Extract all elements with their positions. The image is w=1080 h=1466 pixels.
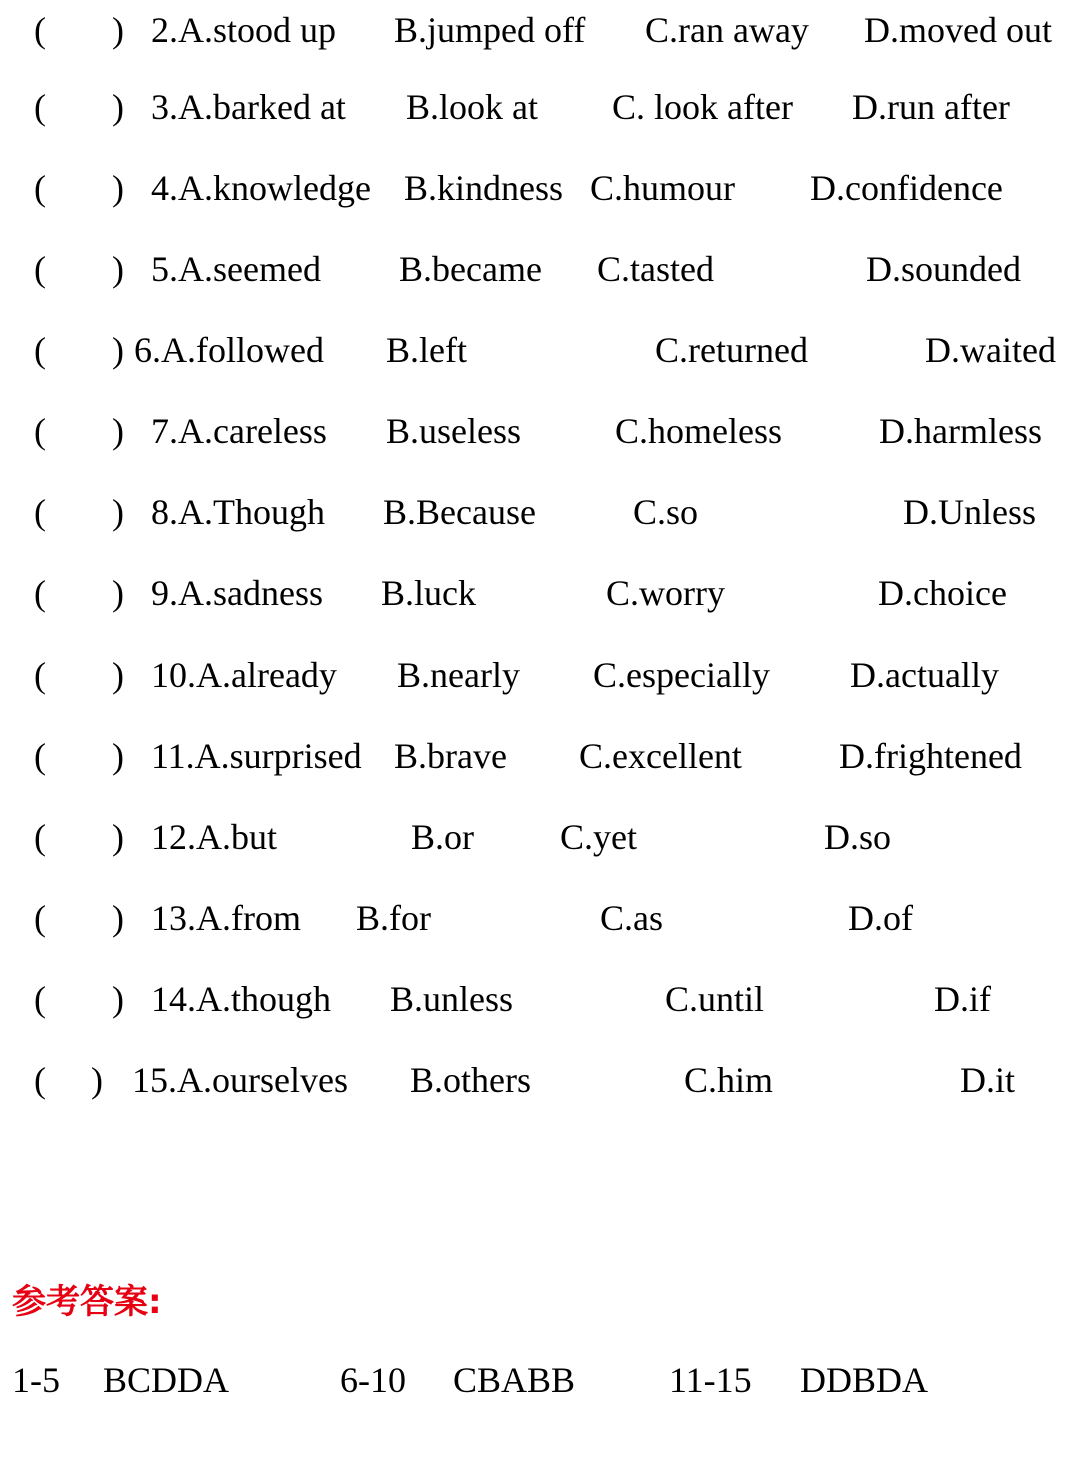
- option-c: C.excellent: [579, 736, 742, 776]
- answer-key-row: [0, 1350, 1080, 1410]
- question-row: [0, 807, 1080, 867]
- question-row: [0, 645, 1080, 705]
- option-c: C.especially: [593, 655, 770, 695]
- question-row: [0, 726, 1080, 786]
- option-a: 10.A.already: [151, 655, 337, 695]
- answer-blank-open: (: [34, 979, 46, 1019]
- option-d: D.so: [824, 817, 892, 857]
- option-c: C.yet: [560, 817, 637, 857]
- option-d: D.sounded: [866, 249, 1021, 289]
- question-row: [0, 482, 1080, 542]
- option-b: B.luck: [381, 573, 476, 613]
- question-row: [0, 158, 1080, 218]
- option-a: 2.A.stood up: [151, 10, 337, 50]
- option-c: C.ran away: [645, 10, 809, 50]
- answer-blank-close: ): [112, 817, 124, 857]
- option-b: B.unless: [390, 979, 514, 1019]
- option-b: B.jumped off: [394, 10, 586, 50]
- answer-blank-open: (: [34, 411, 46, 451]
- answer-blank-close: ): [112, 573, 124, 613]
- answer-blank-close: ): [112, 655, 124, 695]
- option-a: 12.A.but: [151, 817, 277, 857]
- question-row: [0, 0, 1080, 60]
- answer-range-6-10: 6-10: [340, 1360, 406, 1400]
- option-d: D.choice: [878, 573, 1007, 613]
- option-c: C.returned: [655, 330, 808, 370]
- option-b: B.useless: [386, 411, 521, 451]
- question-row: [0, 969, 1080, 1029]
- option-a: 6.A.followed: [134, 330, 324, 370]
- option-c: C.until: [665, 979, 765, 1019]
- answer-blank-close: ): [112, 492, 124, 532]
- option-b: B.kindness: [404, 168, 564, 208]
- question-row: [0, 401, 1080, 461]
- option-b: B.became: [399, 249, 542, 289]
- answer-blank-open: (: [34, 87, 46, 127]
- option-b: B.others: [410, 1060, 531, 1100]
- question-row: [0, 239, 1080, 299]
- option-a: 5.A.seemed: [151, 249, 321, 289]
- answer-blank-open: (: [34, 330, 46, 370]
- option-b: B.left: [386, 330, 467, 370]
- option-d: D.if: [934, 979, 991, 1019]
- answer-blank-open: (: [34, 249, 46, 289]
- option-a: 4.A.knowledge: [151, 168, 371, 208]
- answer-blank-close: ): [112, 249, 124, 289]
- option-a: 15.A.ourselves: [132, 1060, 348, 1100]
- option-b: B.look at: [406, 87, 538, 127]
- answer-blank-open: (: [34, 736, 46, 776]
- answer-blank-open: (: [34, 10, 46, 50]
- answer-blank-close: ): [112, 736, 124, 776]
- option-a: 7.A.careless: [151, 411, 327, 451]
- option-c: C.tasted: [597, 249, 714, 289]
- answer-key-1-5: BCDDA: [103, 1360, 230, 1400]
- answer-blank-open: (: [34, 492, 46, 532]
- answer-blank-close: ): [91, 1060, 103, 1100]
- option-b: B.brave: [394, 736, 507, 776]
- question-row: [0, 77, 1080, 137]
- answer-range-1-5: 1-5: [12, 1360, 60, 1400]
- option-a: 9.A.sadness: [151, 573, 323, 613]
- option-a: 14.A.though: [151, 979, 331, 1019]
- option-b: B.for: [356, 898, 431, 938]
- answer-blank-open: (: [34, 817, 46, 857]
- option-c: C.him: [684, 1060, 774, 1100]
- question-row: [0, 888, 1080, 948]
- option-a: 3.A.barked at: [151, 87, 346, 127]
- option-d: D.of: [848, 898, 913, 938]
- option-d: D.frightened: [839, 736, 1022, 776]
- answer-key-6-10: CBABB: [453, 1360, 576, 1400]
- answer-blank-close: ): [112, 411, 124, 451]
- question-row: [0, 1050, 1080, 1110]
- option-d: D.harmless: [879, 411, 1042, 451]
- option-d: D.confidence: [810, 168, 1003, 208]
- answer-blank-close: ): [112, 898, 124, 938]
- answer-blank-open: (: [34, 898, 46, 938]
- question-row: [0, 320, 1080, 380]
- answer-blank-close: ): [112, 168, 124, 208]
- option-a: 8.A.Though: [151, 492, 325, 532]
- option-d: D.actually: [850, 655, 999, 695]
- option-b: B.or: [411, 817, 474, 857]
- answer-blank-open: (: [34, 168, 46, 208]
- answer-range-11-15: 11-15: [669, 1360, 752, 1400]
- option-c: C.as: [600, 898, 663, 938]
- answer-blank-open: (: [34, 573, 46, 613]
- answer-blank-close: ): [112, 330, 124, 370]
- option-d: D.waited: [925, 330, 1056, 370]
- option-d: D.run after: [852, 87, 1010, 127]
- option-c: C.homeless: [615, 411, 782, 451]
- question-row: [0, 563, 1080, 623]
- option-a: 13.A.from: [151, 898, 301, 938]
- answer-blank-open: (: [34, 655, 46, 695]
- answer-blank-close: ): [112, 979, 124, 1019]
- option-d: D.moved out: [864, 10, 1052, 50]
- option-a: 11.A.surprised: [151, 736, 362, 776]
- answer-blank-close: ): [112, 10, 124, 50]
- option-d: D.it: [960, 1060, 1016, 1100]
- option-d: D.Unless: [903, 492, 1036, 532]
- option-c: C.worry: [606, 573, 725, 613]
- option-b: B.Because: [383, 492, 536, 532]
- answer-key-title: 参考答案:: [12, 1282, 162, 1322]
- answer-blank-close: ): [112, 87, 124, 127]
- option-c: C.humour: [590, 168, 736, 208]
- answer-key-11-15: DDBDA: [800, 1360, 929, 1400]
- option-c: C.so: [633, 492, 699, 532]
- option-c: C. look after: [612, 87, 793, 127]
- answer-blank-open: (: [34, 1060, 46, 1100]
- option-b: B.nearly: [397, 655, 520, 695]
